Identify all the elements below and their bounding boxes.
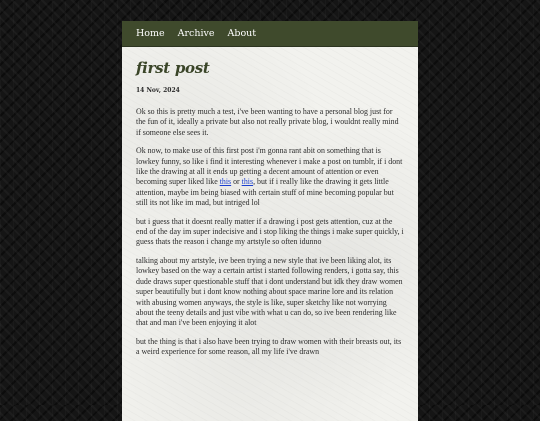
post-paragraph-1: Ok so this is pretty much a test, i've been wanting to have a personal blog just for the fun of it, ideally a private but also not really private blog, i wouldnt really mind if someone else sees it. (136, 107, 399, 137)
paragraph-text: , but if i really like the drawing it gets little attention, maybe im being biased with certain stuff of mine becoming popular but still its not like im mad, but intriged lol (136, 177, 394, 208)
this-link-2[interactable]: this (241, 177, 254, 187)
paragraph-text: Ok now, to make use of this first post i'm gonna rant abit on something that is lowkey funny, so like i find it interesting whenever i make a post on tumblr, if i dont like the drawing at all it ends up getting a decent amount of attention or even becoming super liked like (136, 146, 403, 187)
post-paragraph-5: but the thing is that i also have been trying to draw women with their breasts out, its a weird experience for some reason, all my life i've drawn (136, 336, 402, 357)
post-paragraph-2 (136, 146, 404, 208)
blog-page (122, 21, 418, 421)
top-nav (122, 21, 418, 47)
nav-about-link[interactable]: About (227, 28, 257, 39)
post-paragraph-3: but i guess that it doesnt really matter if a drawing i post gets attention, cuz at the end of the day im super indecisive and i stop liking the things i make super quickly, i guess thats the reason i change my artstyle so often idunno (136, 216, 404, 247)
post-article (122, 47, 418, 358)
this-link-1[interactable]: this (219, 177, 232, 187)
post-paragraph-4: talking about my artstyle, ive been trying a new style that ive been liking alot, its lowkey based on the way a certain artist i started following renders, i gotta say, this dude draws super questionable stuff that i dont understand but idk they draw women super beautifully but i dont know nothing about space marine lore and its relation with abusing women anyways, the style is like, super sketchy like not worrying about the teeny details and just vibe with what u can do, so ive been rendering like that and man i've been enjoying it alot (136, 255, 403, 328)
nav-archive-link[interactable]: Archive (177, 28, 215, 39)
post-date: 14 Nov, 2024 (136, 87, 180, 94)
paragraph-text: or (231, 177, 242, 187)
post-title: first post (136, 59, 210, 77)
nav-home-link[interactable]: Home (136, 28, 165, 39)
